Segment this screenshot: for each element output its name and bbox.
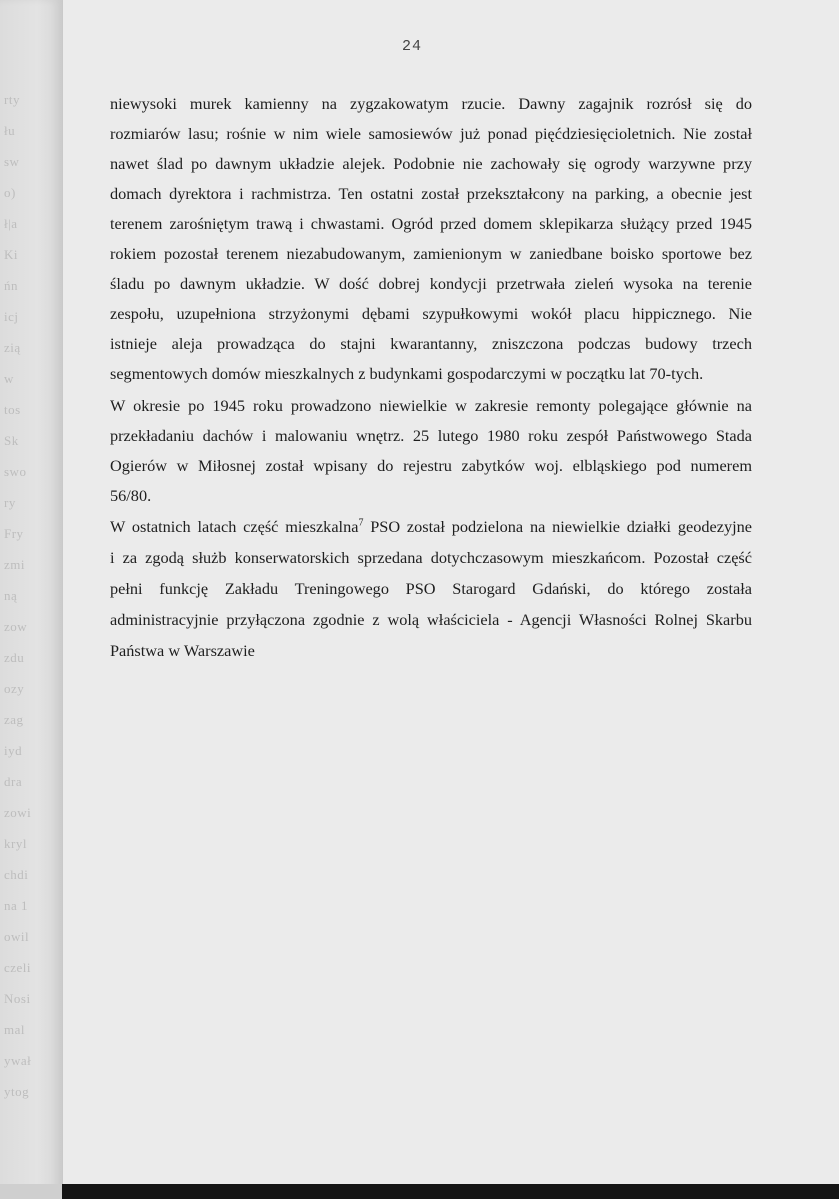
bleed-through-text: swo <box>4 464 27 479</box>
bleed-through-text: w <box>4 371 14 386</box>
bleed-through-text: ry <box>4 495 16 510</box>
body-text-line: przekładaniu dachów i malowaniu wnętrz. 25 lutego 1980 roku zespół Państwowego Stada <box>110 426 752 445</box>
bleed-through-text: łu <box>4 123 16 138</box>
body-text-line: segmentowych domów mieszkalnych z budynkami gospodarczymi w początku lat 70-tych. <box>110 364 704 383</box>
bleed-through-text: zdu <box>4 650 25 665</box>
body-text-line: i za zgodą służb konserwatorskich sprzedana dotychczasowym mieszkańcom. Pozostał część <box>110 548 752 567</box>
body-text-line: rozmiarów lasu; rośnie w nim wiele samosiewów już ponad pięćdziesięcioletnich. Nie został <box>110 124 752 143</box>
footnote-marker: 7 <box>358 517 364 529</box>
bleed-through-text: icj <box>4 309 19 324</box>
body-text-line: W okresie po 1945 roku prowadzono niewielkie w zakresie remonty polegające głównie na <box>110 396 752 415</box>
bleed-through-text: ł|a <box>4 216 18 231</box>
body-text-line: domach dyrektora i rachmistrza. Ten ostatni został przekształcony na parking, a obecnie jest <box>110 184 752 203</box>
body-text-line: nawet ślad po dawnym układzie alejek. Podobnie nie zachowały się ogrody warzywne przy <box>110 154 752 173</box>
bleed-through-text: ną <box>4 588 18 603</box>
body-text-line <box>110 517 752 537</box>
bleed-through-text: chdi <box>4 867 29 882</box>
bleed-through-text: zią <box>4 340 21 355</box>
page-number: 24 <box>402 38 423 55</box>
bleed-through-text: mal <box>4 1022 25 1037</box>
body-text-line: zespołu, uzupełniona strzyżonymi dębami szypułkowymi wokół placu hippicznego. Nie <box>110 304 752 323</box>
body-text-line: istnieje aleja prowadząca do stajni kwarantanny, zniszczona podczas budowy trzech <box>110 334 752 353</box>
bleed-through-text: ytog <box>4 1084 30 1099</box>
bleed-through-text: dra <box>4 774 23 789</box>
body-text-line: terenem zarośniętym trawą i chwastami. Ogród przed domem sklepikarza służący przed 1945 <box>110 214 752 233</box>
bleed-through-text: tos <box>4 402 21 417</box>
bleed-through-text: ozy <box>4 681 25 696</box>
bleed-through-text: czeli <box>4 960 32 975</box>
body-text-line: niewysoki murek kamienny na zygzakowatym rzucie. Dawny zagajnik rozrósł się do <box>110 94 752 113</box>
bleed-through-text: owil <box>4 929 30 944</box>
bleed-through-text: Nosi <box>4 991 31 1006</box>
bleed-through-text: zowi <box>4 805 32 820</box>
bleed-through-text: iyd <box>4 743 23 758</box>
body-text-line: rokiem pozostał terenem niezabudowanym, zamienionym w zaniedbane boisko sportowe bez <box>110 244 752 263</box>
adjacent-page-bleed <box>0 0 63 1199</box>
bleed-through-text: Fry <box>4 526 24 541</box>
body-text-line: śladu po dawnym układzie. W dość dobrej kondycji przetrwała zieleń wysoka na terenie <box>110 274 752 293</box>
body-text-line: Państwa w Warszawie <box>110 641 255 660</box>
bleed-through-text: zow <box>4 619 28 634</box>
bleed-through-text: Ki <box>4 247 18 262</box>
bleed-through-text: rty <box>4 92 20 107</box>
body-text-fragment: W ostatnich latach część mieszkalna <box>110 517 359 536</box>
body-text-fragment: PSO został podzielona na niewielkie działki geodezyjne <box>370 517 752 536</box>
body-text-line: administracyjnie przyłączona zgodnie z wolą właściciela - Agencji Własności Rolnej Skarbu <box>110 610 752 629</box>
bleed-through-text: kryl <box>4 836 27 851</box>
bleed-through-text: zag <box>4 712 24 727</box>
bleed-through-text: zmi <box>4 557 25 572</box>
bleed-through-text: ńn <box>4 278 18 293</box>
bleed-through-text: Sk <box>4 433 19 448</box>
body-text-line: Ogierów w Miłosnej został wpisany do rejestru zabytków woj. elbląskiego pod numerem <box>110 456 752 475</box>
bleed-through-text: ywał <box>4 1053 32 1068</box>
bleed-through-text: o) <box>4 185 16 200</box>
body-text-line: 56/80. <box>110 486 152 505</box>
scan-edge-bottom <box>62 1184 839 1199</box>
bleed-through-text: sw <box>4 154 20 169</box>
body-text-line: pełni funkcję Zakładu Treningowego PSO Starogard Gdański, do którego została <box>110 579 752 598</box>
scan-edge-left <box>0 1184 62 1199</box>
bleed-through-text: na 1 <box>4 898 29 913</box>
